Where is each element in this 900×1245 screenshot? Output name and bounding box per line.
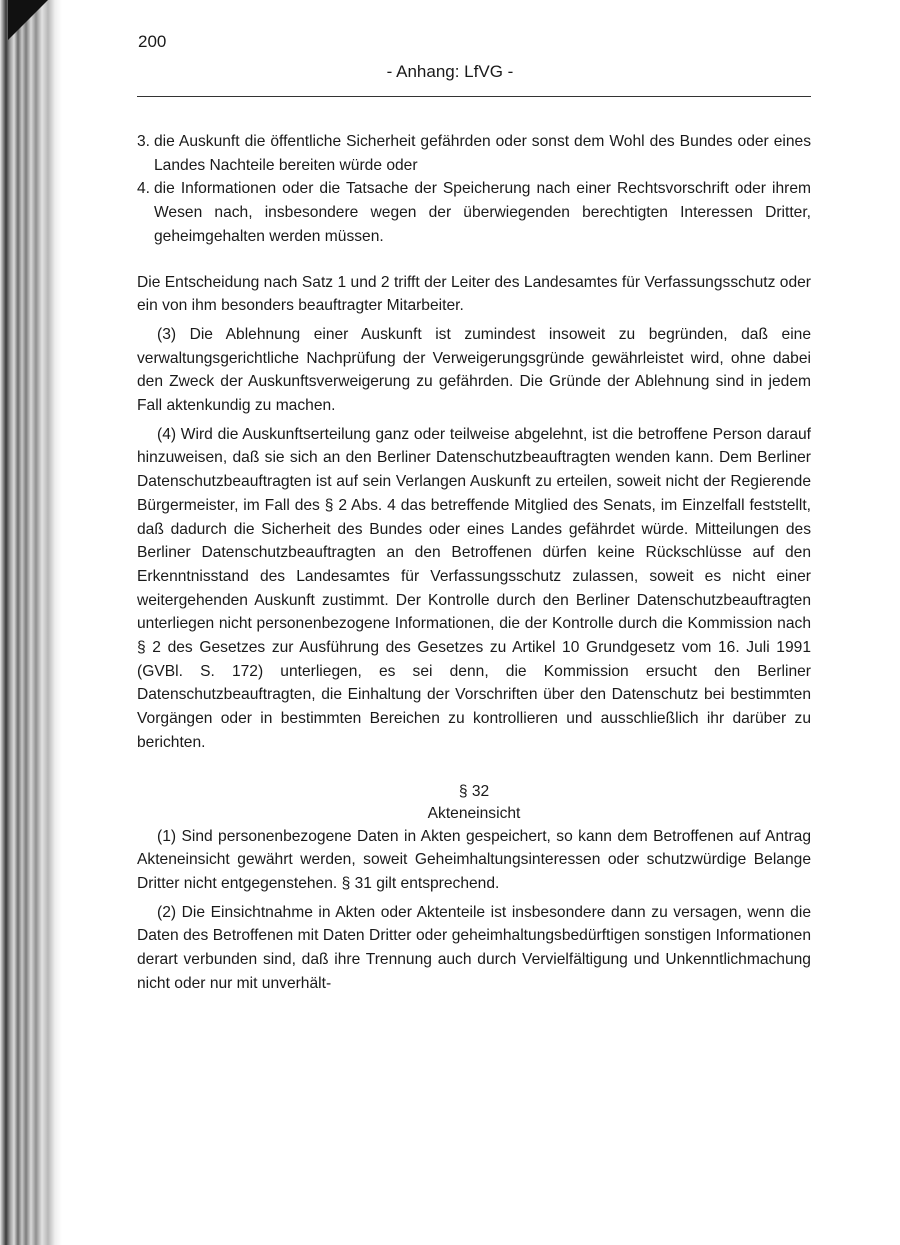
section-title: Akteneinsicht [427,804,521,822]
list-item-text: die Auskunft die öffentliche Sicherheit gefährden oder sonst dem Wohl des Bundes oder eines Landes Nachteile bereiten würde oder [154,133,811,174]
list-item-number: 3. [137,133,151,150]
paragraph-decision: Die Entscheidung nach Satz 1 und 2 trifft der Leiter des Landesamtes für Verfassungsschutz oder ein von ihm besonders beauftragter Mitarbeiter. [137,273,811,315]
list-item [137,130,811,177]
section-number: § 32 [458,782,490,800]
book-spine-shadow [0,0,62,1245]
paragraph-3: (3) Die Ablehnung einer Auskunft ist zumindest insoweit zu begründen, daß eine verwaltungsgerichtliche Nachprüfung der Verweigerungsgründe gewährleistet wird, ohne dabei den Zweck der Auskunftsverweigerung zu gefährden. Die Gründe der Ablehnung sind in jedem Fall aktenkundig zu machen. [137,325,811,415]
paragraph-32-2: (2) Die Einsichtnahme in Akten oder Aktenteile ist insbesondere dann zu versagen, wenn die Daten des Betroffenen mit Daten Dritter oder geheimhaltungsbedürftigen sonstigen Informationen derart verbunden sind, daß ihre Trennung auch durch Vervielfältigung und Unkenntlichmachung nicht oder nur mit unverhält- [137,903,811,992]
page-number: 200 [138,32,167,51]
running-head: - Anhang: LfVG - [386,62,514,81]
header-rule [137,96,811,97]
paragraph-32-1: (1) Sind personenbezogene Daten in Akten gespeichert, so kann dem Betroffenen auf Antrag Akteneinsicht gewährt werden, soweit Geheimhaltungsinteressen oder schutzwürdige Belange Dritter nicht entgegenstehen. § 31 gilt entsprechend. [137,827,811,892]
paragraph-4: (4) Wird die Auskunftserteilung ganz oder teilweise abgelehnt, ist die betroffene Person darauf hinzuweisen, daß sie sich an den Berliner Datenschutzbeauftragten wenden kann. Dem Berliner Datenschutzbeauftragten ist auf sein Verlangen Auskunft zu erteilen, soweit nicht der Regierende Bürgermeister, im Fall des § 2 Abs. 4 das betreffende Mitglied des Senats, im Einzelfall feststellt, daß dadurch die Sicherheit des Bundes oder eines Landes gefährdet würde. Mitteilungen des Berliner Datenschutzbeauftragten an den Betroffenen dürfen keine Rückschlüsse auf den Erkenntnisstand des Landesamtes für Verfassungsschutz zulassen, soweit es nicht einer weitergehenden Auskunft zustimmt. Der Kontrolle durch den Berliner Datenschutzbeauftragten unterliegen nicht personenbezogene Informationen, die der Kontrolle durch die Kommission nach § 2 des Gesetzes zur Ausführung des Gesetzes zu Artikel 10 Grundgesetz vom 16. Juli 1991 (GVBl. S. 172) unterliegen, es sei denn, die Kommission ersucht den Berliner Datenschutzbeauftragten, die Einhaltung der Vorschriften über den Datenschutz bei bestimmten Vorgängen oder in bestimmten Bereichen zu kontrollieren und ausschließlich ihr darüber zu berichten. [137,425,811,751]
list-item-text: die Informationen oder die Tatsache der Speicherung nach einer Rechtsvorschrift oder ihrem Wesen nach, insbesondere wegen der überwiegenden berechtigten Interessen Dritter, geheimgehalten werden müssen. [154,180,811,245]
list-item-number: 4. [137,180,151,198]
page-body [137,130,811,996]
list-item [137,177,811,248]
scan-corner-mark [8,0,48,40]
